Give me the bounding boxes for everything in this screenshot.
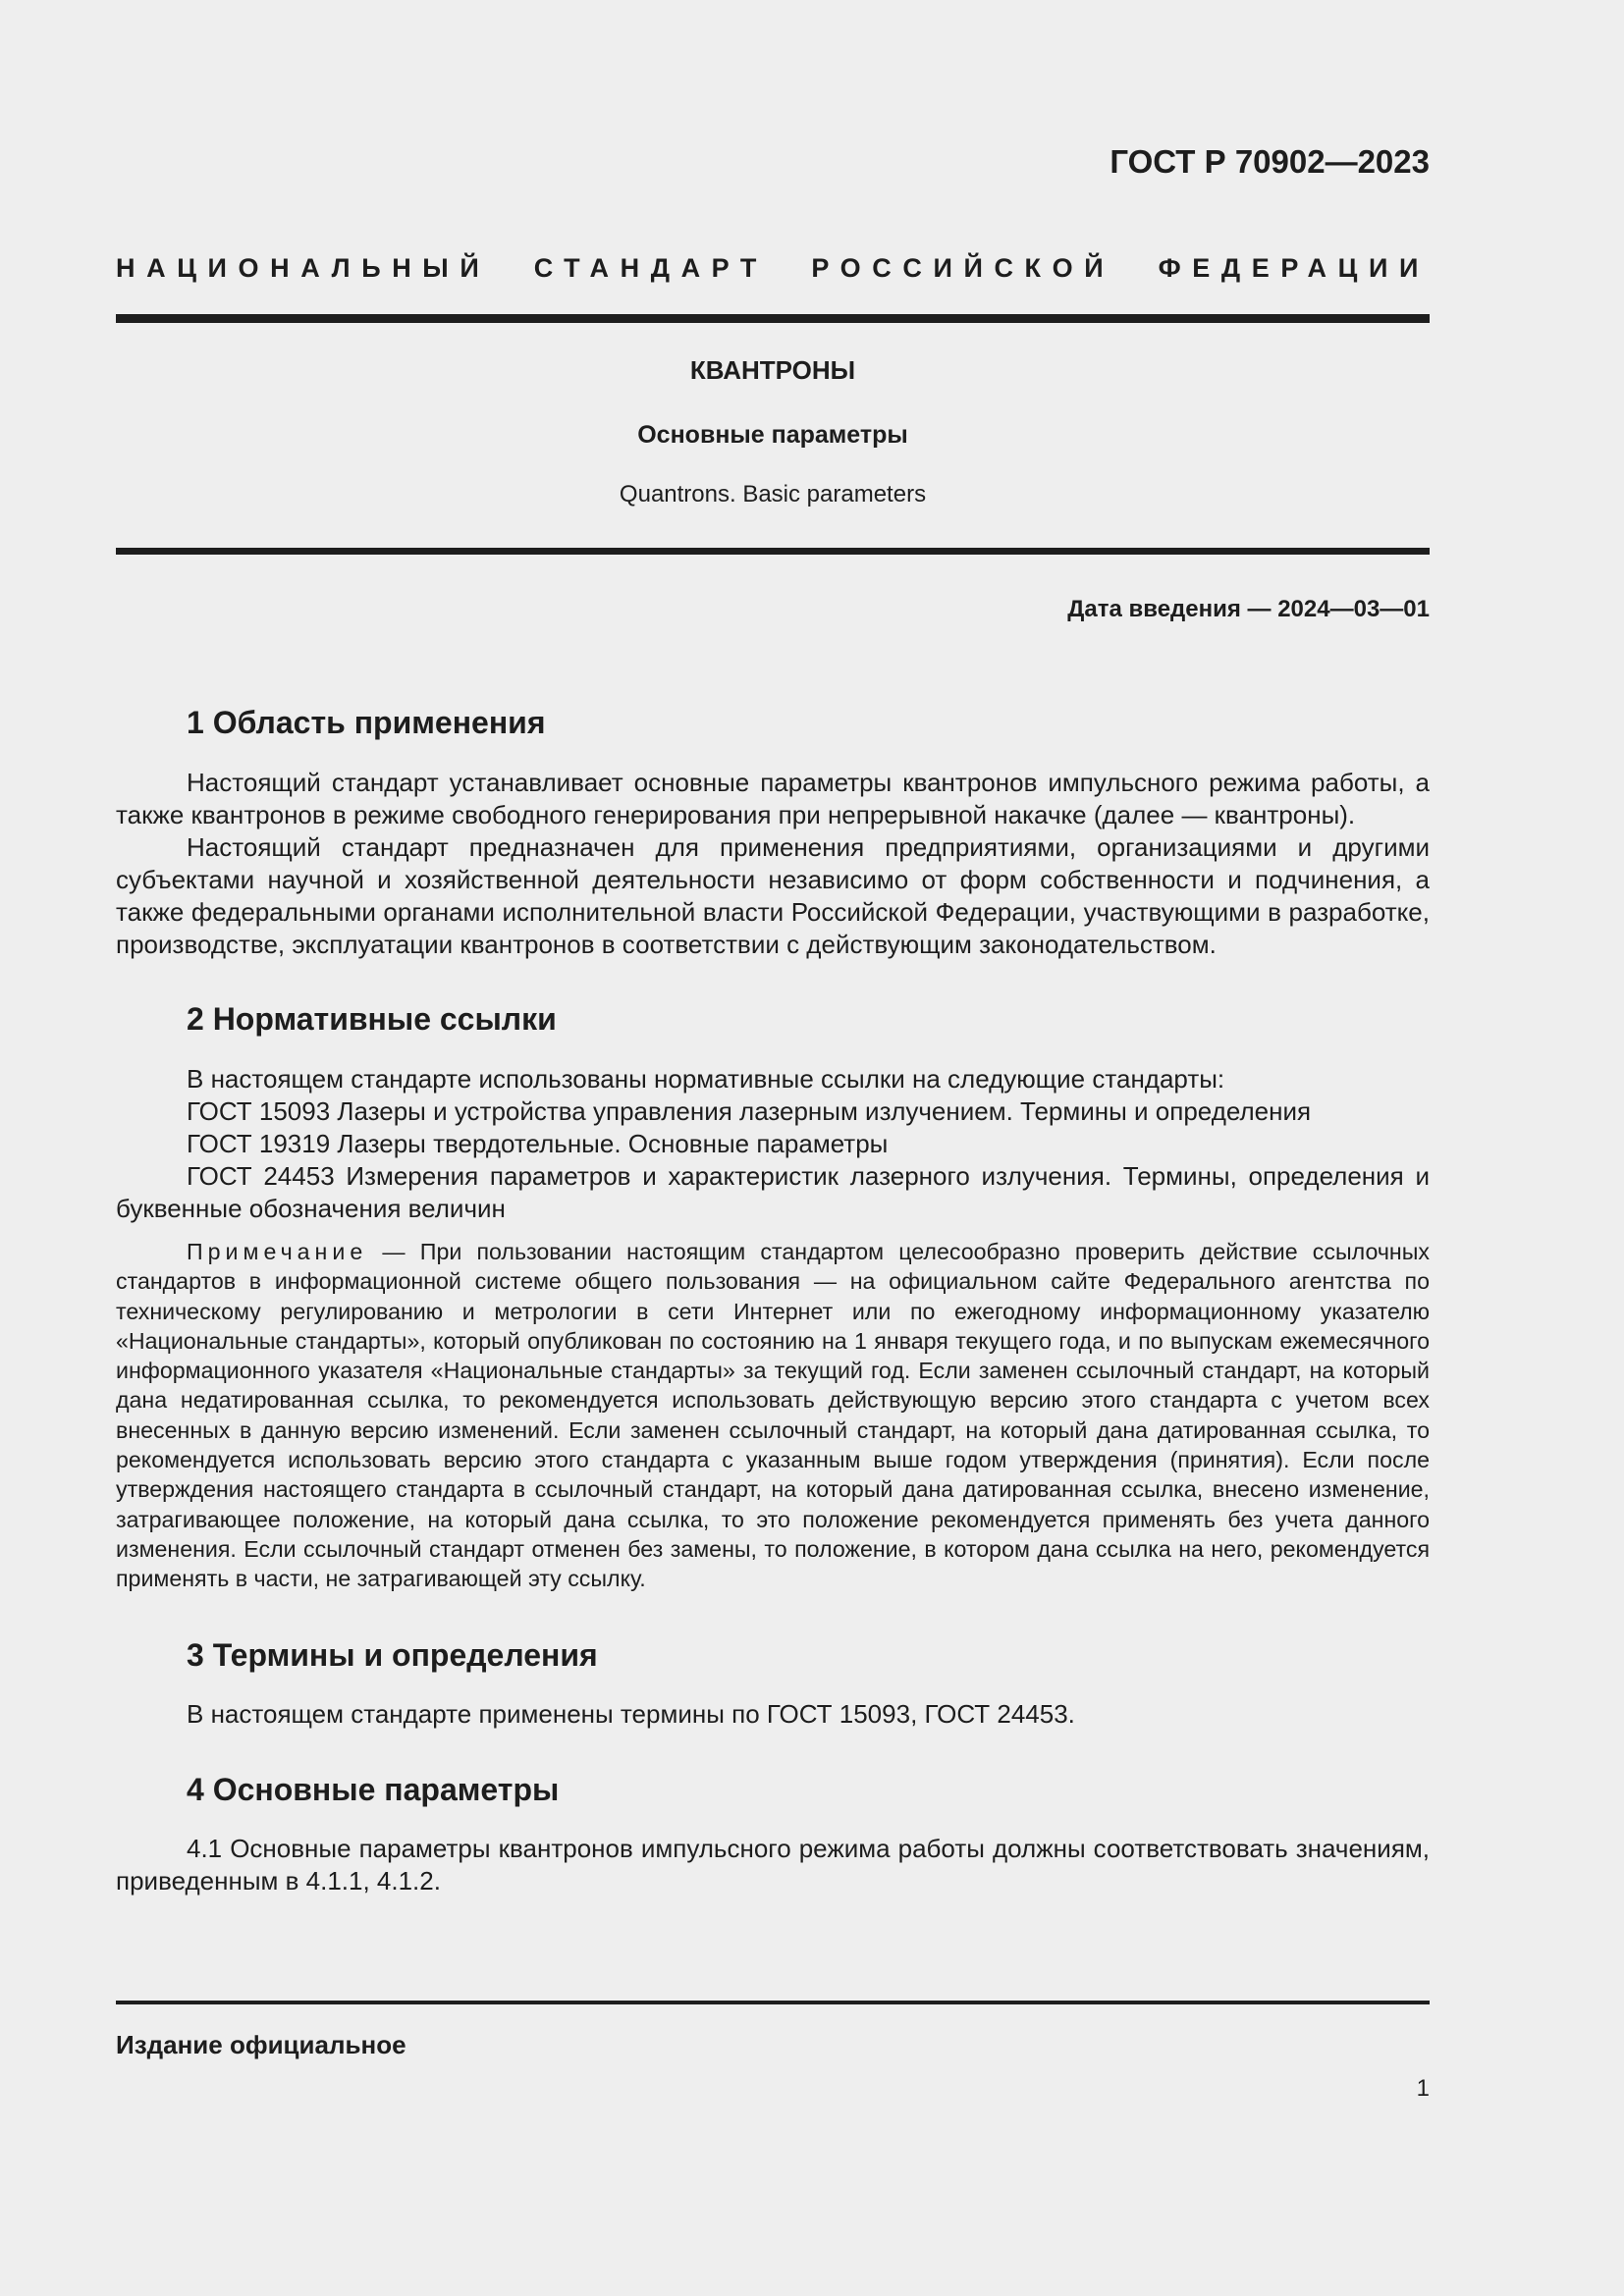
- reference-item: ГОСТ 15093 Лазеры и устройства управления лазерным излучением. Термины и определения: [187, 1096, 1312, 1126]
- introduction-date: Дата введения — 2024—03—01: [1067, 596, 1430, 622]
- section-scope: [116, 703, 1430, 961]
- section-heading: 4 Основные параметры: [187, 1771, 560, 1807]
- document-title: КВАНТРОНЫ: [689, 355, 856, 385]
- section-heading: 3 Термины и определения: [187, 1636, 598, 1673]
- paragraph: 4.1 Основные параметры квантронов импульсного режима работы должны соответствовать значениям, приведенным в 4.1.1, 4.1.2.: [116, 1833, 1430, 1896]
- official-edition-label: Издание официальное: [116, 2030, 406, 2059]
- paragraph: В настоящем стандарте использованы нормативные ссылки на следующие стандарты:: [187, 1064, 1225, 1094]
- paragraph: Настоящий стандарт устанавливает основные параметры квантронов импульсного режима работы, а также квантронов в режиме свободного генерирования при непрерывной накачке (далее — квантроны).: [116, 768, 1430, 829]
- page-number: 1: [1416, 2075, 1430, 2102]
- title-bottom-rule: [116, 548, 1430, 555]
- document-body: [116, 703, 1430, 1897]
- reference-item: ГОСТ 24453 Измерения параметров и характеристик лазерного излучения. Термины, определения и буквенные обозначения величин: [116, 1161, 1430, 1223]
- section-normative-references: [116, 999, 1430, 1594]
- paragraph: В настоящем стандарте применены термины по ГОСТ 15093, ГОСТ 24453.: [187, 1698, 1075, 1729]
- note-paragraph: [116, 1237, 1430, 1594]
- paragraph: Настоящий стандарт предназначен для применения предприятиями, организациями и другими субъектами научной и хозяйственной деятельности независимо от форм собственности и подчинения, а также федеральными органами исполнительной власти Российской Федерации, участвующими в разработке, производстве, эксплуатации квантронов в соответствии с действующим законодательством.: [116, 832, 1430, 959]
- top-rule: [116, 314, 1430, 323]
- note-label: Примечание: [187, 1239, 368, 1264]
- footer-rule: [116, 2001, 1430, 2004]
- national-standard-line: НАЦИОНАЛЬНЫЙ СТАНДАРТ РОССИЙСКОЙ ФЕДЕРАЦИИ: [116, 253, 1430, 283]
- document-subtitle: Основные параметры: [637, 421, 908, 449]
- section-heading: 1 Область применения: [187, 705, 546, 740]
- document-title-english: Quantrons. Basic parameters: [619, 481, 927, 507]
- section-terms: [116, 1635, 1430, 1731]
- note-text: — При пользовании настоящим стандартом целесообразно проверить действие ссылочных стандартов в информационной системе общего пользования — на официальном сайте Федерального агентства по техническому регулированию и метрологии в сети Интернет или по ежегодному информационному указателю «Национальные стандарты», который опубликован по состоянию на 1 января текущего года, и по выпускам ежемесячного информационного указателя «Национальные стандарты» за текущий год. Если заменен ссылочный стандарт, на который дана недатированная ссылка, то рекомендуется использовать действующую версию этого стандарта с учетом всех внесенных в данную версию изменений. Если заменен ссылочный стандарт, на который дана датированная ссылка, то рекомендуется использовать версию этого стандарта с указанным выше годом утверждения (принятия). Если после утверждения настоящего стандарта в ссылочный стандарт, на который дана датированная ссылка, внесено изменение, затрагивающее положение, на который дана ссылка, то это положение рекомендуется применять без учета данного изменения. Если ссылочный стандарт отменен без замены, то положение, в котором дана ссылка на него, рекомендуется применять в части, не затрагивающей эту ссылку.: [116, 1239, 1430, 1592]
- document-code: ГОСТ Р 70902—2023: [1110, 143, 1430, 180]
- reference-item: ГОСТ 19319 Лазеры твердотельные. Основные параметры: [187, 1129, 889, 1158]
- section-heading: 2 Нормативные ссылки: [187, 1001, 557, 1037]
- section-basic-parameters: [116, 1770, 1430, 1897]
